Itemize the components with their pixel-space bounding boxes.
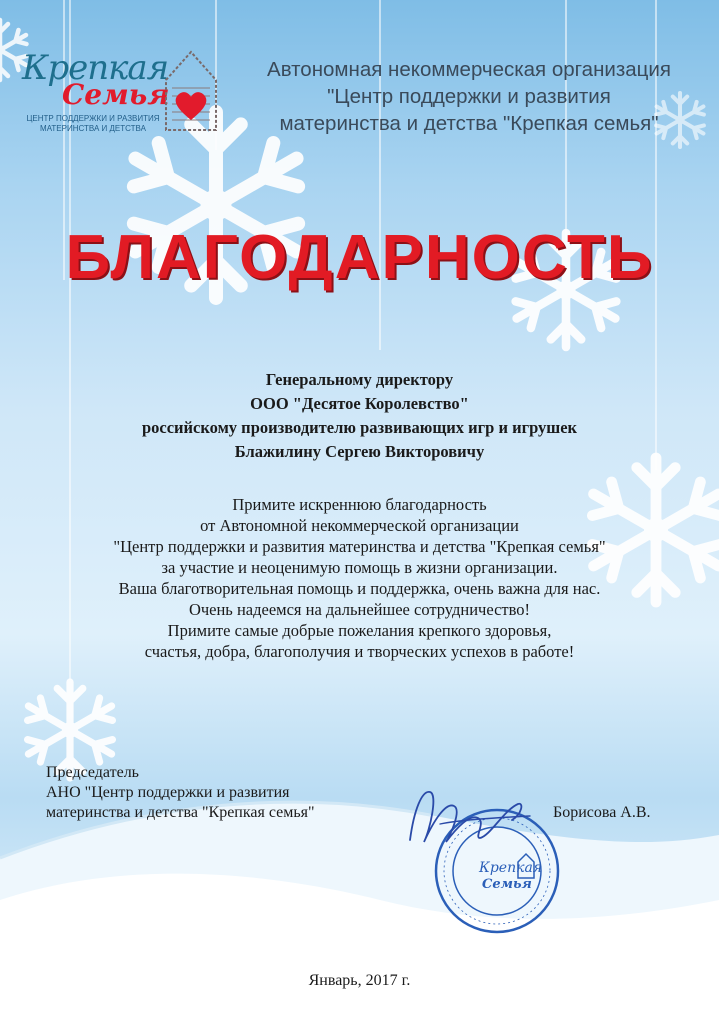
body-line: счастья, добра, благополучия и творческих успехов в работе!: [144, 642, 575, 661]
stamp-logo-word1: Крепкая: [479, 860, 543, 876]
signer-line: материнства и детства "Крепкая семья": [46, 804, 315, 821]
body-line: Примите искреннюю благодарность: [232, 495, 487, 514]
recipient-block: [0, 368, 719, 464]
organization-logo: [14, 40, 219, 140]
signer-title: [46, 763, 315, 823]
organization-header: [230, 56, 708, 137]
certificate-date: Январь, 2017 г.: [308, 972, 411, 989]
org-header-line: Автономная некоммерческая организация: [267, 58, 671, 81]
org-header-line: материнства и детства "Крепкая семья": [279, 112, 659, 135]
body-line: "Центр поддержки и развития материнства и детства "Крепкая семья": [113, 537, 606, 556]
recipient-line: Блажилину Сергею Викторовичу: [234, 442, 485, 461]
recipient-line: российскому производителю развивающих игр и игрушек: [141, 418, 578, 437]
house-heart-icon: [162, 46, 220, 136]
recipient-line: Генеральному директору: [265, 370, 454, 389]
handwritten-signature: [400, 780, 540, 860]
stamp-logo-word2: Семья: [482, 877, 532, 892]
signer-name: Борисова А.В.: [553, 804, 651, 821]
signer-line: Председатель: [46, 764, 139, 781]
logo-word-krepkaya: Крепкая: [22, 48, 169, 88]
signer-line: АНО "Центр поддержки и развития: [46, 784, 290, 801]
body-line: Ваша благотворительная помощь и поддержка, очень важна для нас.: [118, 579, 601, 598]
recipient-line: ООО "Десятое Королевство": [250, 394, 469, 413]
body-line: за участие и неоценимую помощь в жизни организации.: [161, 558, 558, 577]
body-line: Очень надеемся на дальнейшее сотрудничество!: [188, 600, 531, 619]
gratitude-text: [0, 494, 719, 662]
logo-word-semya: Семья: [62, 78, 170, 111]
certificate-title: БЛАГОДАРНОСТЬ: [65, 223, 654, 292]
org-header-line: "Центр поддержки и развития: [327, 85, 611, 108]
body-line: Примите самые добрые пожелания крепкого здоровья,: [167, 621, 552, 640]
logo-subtitle: ЦЕНТР ПОДДЕРЖКИ И РАЗВИТИЯ МАТЕРИНСТВА И ДЕТСТВА: [26, 114, 160, 133]
body-line: от Автономной некоммерческой организации: [200, 516, 519, 535]
